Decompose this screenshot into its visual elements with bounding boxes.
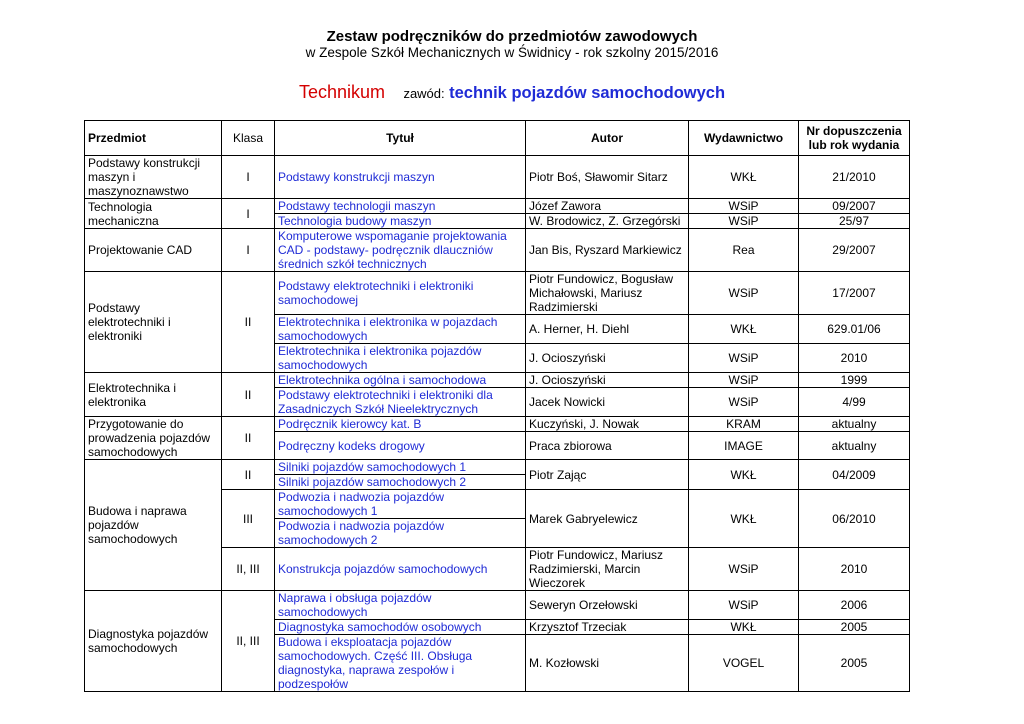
subject-cell: Podstawy konstrukcji maszyn i maszynoznawstwo [85, 156, 222, 199]
title-cell[interactable]: Technologia budowy maszyn [275, 214, 526, 229]
publisher-cell: Rea [689, 229, 799, 272]
approval-cell: 21/2010 [799, 156, 910, 199]
profession-label: zawód: [403, 86, 445, 101]
approval-cell: 2006 [799, 591, 910, 620]
subject-cell: Projektowanie CAD [85, 229, 222, 272]
approval-cell: 2010 [799, 344, 910, 373]
title-cell[interactable]: Podręcznik kierowcy kat. B [275, 417, 526, 432]
publisher-cell: WKŁ [689, 620, 799, 635]
table-row [85, 199, 910, 214]
textbook-table [84, 120, 910, 692]
approval-cell: 17/2007 [799, 272, 910, 315]
author-cell: Piotr Fundowicz, Mariusz Radzimierski, Marcin Wieczorek [526, 548, 689, 591]
publisher-cell: WSiP [689, 591, 799, 620]
section-heading [0, 82, 1024, 103]
author-cell: Piotr Fundowicz, Bogusław Michałowski, Mariusz Radzimierski [526, 272, 689, 315]
subject-cell: Diagnostyka pojazdów samochodowych [85, 591, 222, 692]
publisher-cell: KRAM [689, 417, 799, 432]
approval-cell: 1999 [799, 373, 910, 388]
title-cell[interactable]: Podwozia i nadwozia pojazdów samochodowych 2 [275, 519, 526, 548]
author-cell: J. Ocioszyński [526, 344, 689, 373]
class-cell: II [222, 373, 275, 417]
publisher-cell: WSiP [689, 199, 799, 214]
author-cell: Piotr Boś, Sławomir Sitarz [526, 156, 689, 199]
table-row [85, 417, 910, 432]
title-cell[interactable]: Naprawa i obsługa pojazdów samochodowych [275, 591, 526, 620]
title-cell[interactable]: Silniki pojazdów samochodowych 1 [275, 460, 526, 475]
author-cell: Józef Zawora [526, 199, 689, 214]
column-header: Autor [526, 121, 689, 156]
author-cell: W. Brodowicz, Z. Grzegórski [526, 214, 689, 229]
author-cell: Kuczyński, J. Nowak [526, 417, 689, 432]
subject-cell: Podstawy elektrotechniki i elektroniki [85, 272, 222, 373]
title-cell[interactable]: Komputerowe wspomaganie projektowania CAD - podstawy- podręcznik dlauczniów średnich szkół technicznych [275, 229, 526, 272]
author-cell: Jacek Nowicki [526, 388, 689, 417]
class-cell: II [222, 272, 275, 373]
author-cell: Praca zbiorowa [526, 432, 689, 460]
title-cell[interactable]: Podstawy konstrukcji maszyn [275, 156, 526, 199]
column-header: Tytuł [275, 121, 526, 156]
publisher-cell: WSiP [689, 214, 799, 229]
author-cell: Piotr Zając [526, 460, 689, 490]
approval-cell: 2010 [799, 548, 910, 591]
class-cell: II, III [222, 548, 275, 591]
approval-cell: 29/2007 [799, 229, 910, 272]
class-cell: II [222, 460, 275, 490]
title-cell[interactable]: Elektrotechnika ogólna i samochodowa [275, 373, 526, 388]
page-subtitle: w Zespole Szkół Mechanicznych w Świdnicy - rok szkolny 2015/2016 [305, 45, 719, 60]
author-cell: J. Ocioszyński [526, 373, 689, 388]
table-row [85, 272, 910, 315]
publisher-cell: WSiP [689, 548, 799, 591]
title-cell[interactable]: Diagnostyka samochodów osobowych [275, 620, 526, 635]
table-row [85, 591, 910, 620]
title-cell[interactable]: Elektrotechnika i elektronika pojazdów samochodowych [275, 344, 526, 373]
publisher-cell: WKŁ [689, 315, 799, 344]
publisher-cell: IMAGE [689, 432, 799, 460]
publisher-cell: WSiP [689, 373, 799, 388]
profession-name: technik pojazdów samochodowych [449, 84, 726, 102]
title-cell[interactable]: Konstrukcja pojazdów samochodowych [275, 548, 526, 591]
school-type: Technikum [298, 82, 385, 102]
class-cell: II, III [222, 591, 275, 692]
title-cell[interactable]: Podstawy elektrotechniki i elektroniki samochodowej [275, 272, 526, 315]
author-cell: Seweryn Orzełowski [526, 591, 689, 620]
approval-cell: 2005 [799, 620, 910, 635]
publisher-cell: WKŁ [689, 490, 799, 548]
class-cell: II [222, 417, 275, 460]
page-title: Zestaw podręczników do przedmiotów zawodowych [326, 28, 698, 45]
publisher-cell: VOGEL [689, 635, 799, 692]
author-cell: A. Herner, H. Diehl [526, 315, 689, 344]
table-row [85, 460, 910, 475]
table-header-row [85, 121, 910, 156]
class-cell: I [222, 199, 275, 229]
publisher-cell: WSiP [689, 344, 799, 373]
subject-cell: Budowa i naprawa pojazdów samochodowych [85, 460, 222, 591]
title-cell[interactable]: Budowa i eksploatacja pojazdów samochodowych. Część III. Obsługa diagnostyka, naprawa zespołów i podzespołów [275, 635, 526, 692]
approval-cell: aktualny [799, 432, 910, 460]
publisher-cell: WSiP [689, 388, 799, 417]
approval-cell: 09/2007 [799, 199, 910, 214]
subject-cell: Elektrotechnika i elektronika [85, 373, 222, 417]
author-cell: Marek Gabryelewicz [526, 490, 689, 548]
subject-cell: Technologia mechaniczna [85, 199, 222, 229]
approval-cell: 2005 [799, 635, 910, 692]
title-cell[interactable]: Podstawy elektrotechniki i elektroniki dla Zasadniczych Szkół Nieelektrycznych [275, 388, 526, 417]
class-cell: I [222, 229, 275, 272]
approval-cell: 4/99 [799, 388, 910, 417]
title-cell[interactable]: Elektrotechnika i elektronika w pojazdach samochodowych [275, 315, 526, 344]
publisher-cell: WKŁ [689, 460, 799, 490]
approval-cell: 629.01/06 [799, 315, 910, 344]
title-cell[interactable]: Podstawy technologii maszyn [275, 199, 526, 214]
table-row [85, 229, 910, 272]
class-cell: III [222, 490, 275, 548]
approval-cell: 04/2009 [799, 460, 910, 490]
title-cell[interactable]: Podwozia i nadwozia pojazdów samochodowych 1 [275, 490, 526, 519]
approval-cell: 06/2010 [799, 490, 910, 548]
approval-cell: aktualny [799, 417, 910, 432]
approval-cell: 25/97 [799, 214, 910, 229]
author-cell: Jan Bis, Ryszard Markiewicz [526, 229, 689, 272]
column-header: Przedmiot [85, 121, 222, 156]
publisher-cell: WKŁ [689, 156, 799, 199]
title-cell[interactable]: Silniki pojazdów samochodowych 2 [275, 475, 526, 490]
subject-cell: Przygotowanie do prowadzenia pojazdów samochodowych [85, 417, 222, 460]
publisher-cell: WSiP [689, 272, 799, 315]
class-cell: I [222, 156, 275, 199]
author-cell: M. Kozłowski [526, 635, 689, 692]
table-row [85, 156, 910, 199]
author-cell: Krzysztof Trzeciak [526, 620, 689, 635]
column-header: Wydawnictwo [689, 121, 799, 156]
column-header: Nr dopuszczenia lub rok wydania [799, 121, 910, 156]
table-row [85, 373, 910, 388]
column-header: Klasa [222, 121, 275, 156]
title-cell[interactable]: Podręczny kodeks drogowy [275, 432, 526, 460]
